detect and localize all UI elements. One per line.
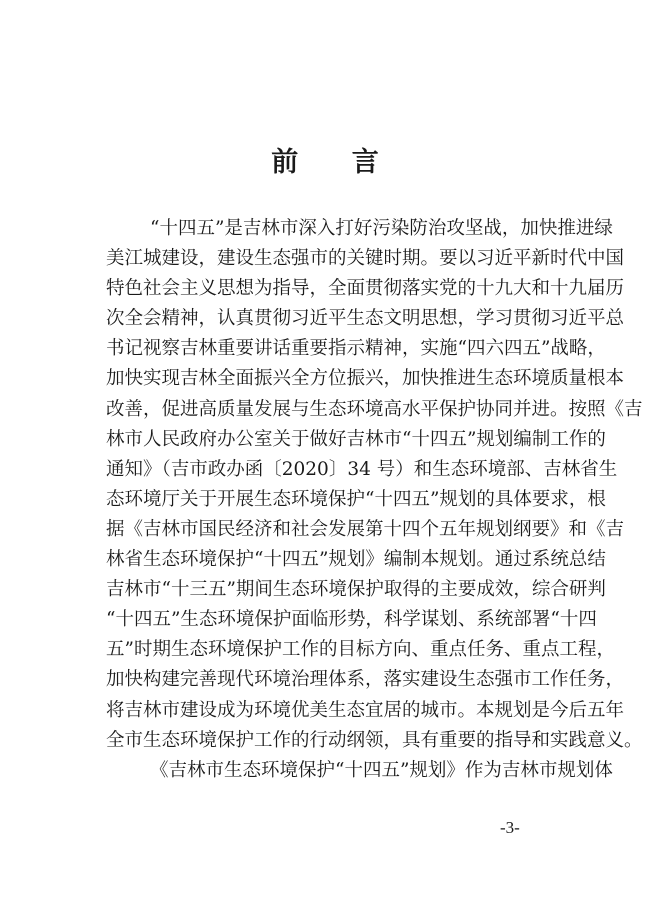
text-line: 五”时期生态环境保护工作的目标方向、重点任务、重点工程， xyxy=(106,639,615,661)
text-line: 《吉林市生态环境保护“十四五”规划》作为吉林市规划体 xyxy=(150,759,613,781)
page-title: 前 言 xyxy=(271,147,401,178)
preface-body xyxy=(106,214,643,786)
text-line: 吉林市“十三五”期间生态环境保护取得的主要成效，综合研判 xyxy=(106,579,606,601)
text-line: 林省生态环境保护“十四五”规划》编制本规划。通过系统总结 xyxy=(106,549,606,571)
text-line: 美江城建设，建设生态强市的关键时期。要以习近平新时代中国 xyxy=(106,248,625,270)
text-line: 林市人民政府办公室关于做好吉林市“十四五”规划编制工作的 xyxy=(106,428,606,450)
text-line: 态环境厅关于开展生态环境保护“十四五”规划的具体要求，根 xyxy=(106,488,606,510)
text-line: 加快实现吉林全面振兴全方位振兴，加快推进生态环境质量根本 xyxy=(106,368,625,390)
text-line: 加快构建完善现代环境治理体系，落实建设生态强市工作任务， xyxy=(106,669,625,691)
text-line: 据《吉林市国民经济和社会发展第十四个五年规划纲要》和《吉 xyxy=(106,518,625,540)
text-line: 书记视察吉林重要讲话重要指示精神，实施“四六四五”战略， xyxy=(106,338,606,360)
text-line: 全市生态环境保护工作的行动纲领，具有重要的指导和实践意义。 xyxy=(106,729,643,751)
text-line: 通知》（吉市政办函〔2020〕34 号）和生态环境部、吉林省生 xyxy=(106,458,618,480)
text-line: 将吉林市建设成为环境优美生态宜居的城市。本规划是今后五年 xyxy=(106,699,625,721)
text-line: 次全会精神，认真贯彻习近平生态文明思想，学习贯彻习近平总 xyxy=(106,308,625,330)
text-line: “十四五”是吉林市深入打好污染防治攻坚战，加快推进绿 xyxy=(150,218,613,239)
text-line: “十四五”生态环境保护面临形势，科学谋划、系统部署“十四 xyxy=(106,609,597,631)
page-number: -3- xyxy=(500,818,520,837)
text-line: 特色社会主义思想为指导，全面贯彻落实党的十九大和十九届历 xyxy=(106,278,625,300)
text-line: 改善，促进高质量发展与生态环境高水平保护协同并进。按照《吉 xyxy=(106,398,643,420)
